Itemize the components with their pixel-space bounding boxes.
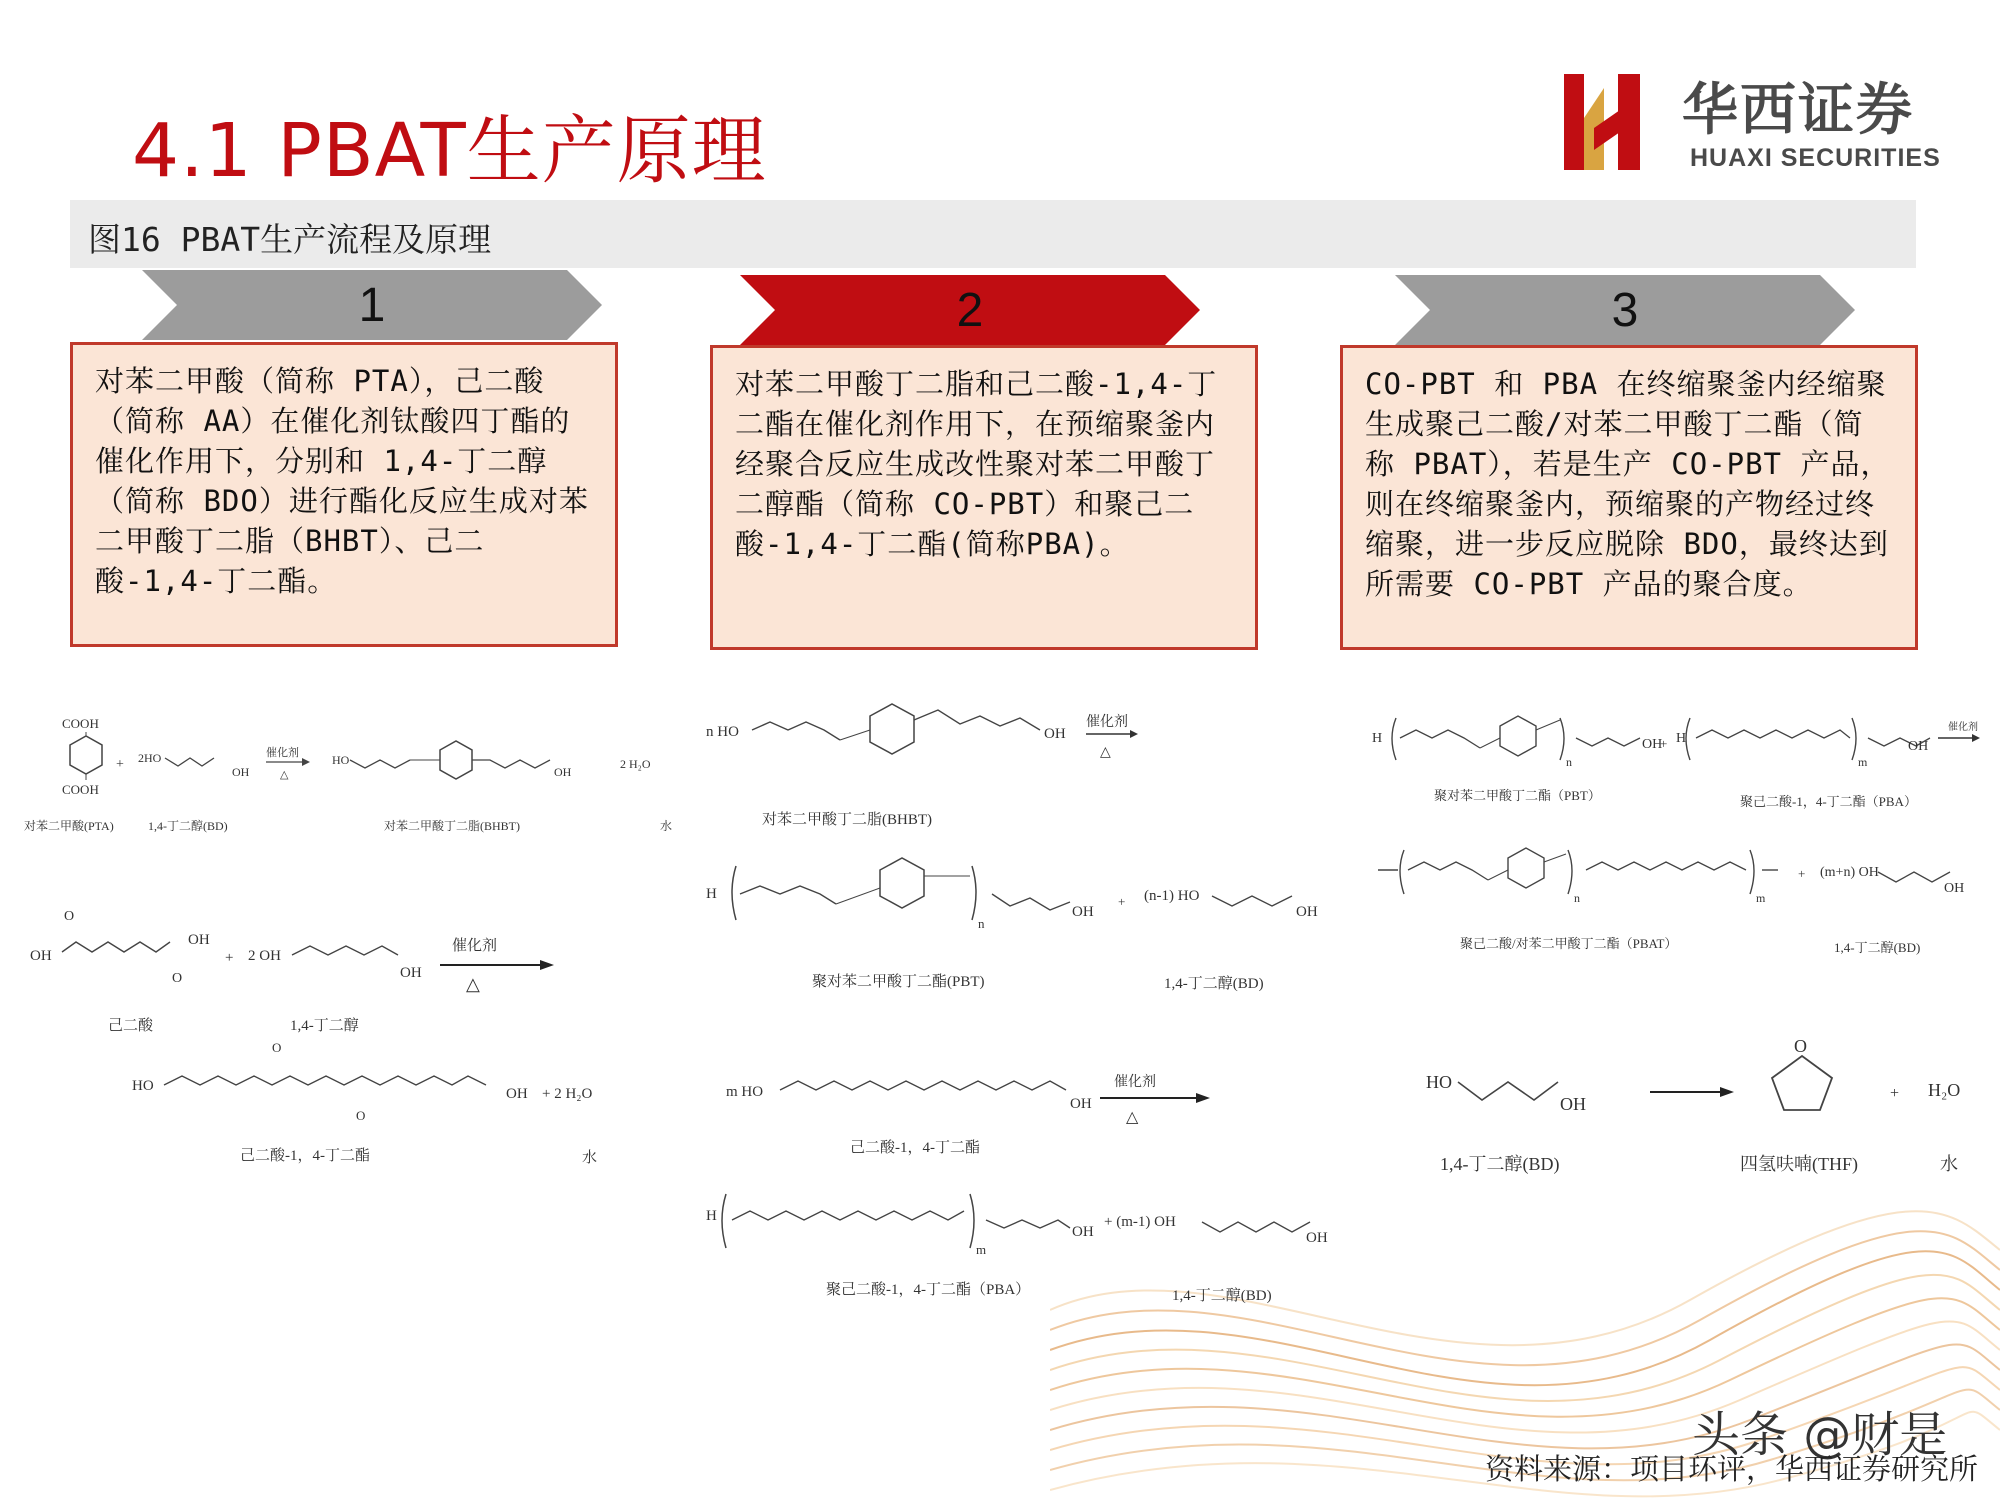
r5-n: n: [1566, 755, 1572, 769]
r4-oh: OH: [1070, 1096, 1092, 1112]
r2-o-left: O: [64, 909, 75, 924]
r3-pbt-benzene-icon: [880, 858, 924, 908]
r2-oh: OH: [506, 1086, 528, 1102]
r5-pbt-benzene-icon: [1500, 716, 1536, 756]
r2-oh-left: OH: [30, 948, 52, 964]
r1-product-benzene-icon: [440, 741, 472, 779]
r5-bd-label: 1,4-丁二醇(BD): [1834, 940, 1921, 955]
r5-pba-h: H: [1676, 731, 1687, 746]
r3-benzene-icon: [870, 704, 914, 754]
step-2-number: 2: [956, 283, 984, 337]
r1-benzene-icon: [70, 736, 102, 774]
r5-pbat-benzene-icon: [1508, 848, 1544, 888]
reaction-4: [706, 1073, 1328, 1304]
r5-m: m: [1858, 755, 1868, 769]
r1-oh: OH: [232, 765, 250, 779]
r3-coef: n HO: [706, 724, 739, 740]
r6-ho: HO: [1426, 1072, 1452, 1092]
r5-plus-2: +: [1798, 866, 1806, 881]
r4-product-label: 聚己二酸-1，4-丁二酯（PBA）: [826, 1282, 1031, 1298]
r6-water: H₂O: [1928, 1080, 1961, 1100]
step-2-description: 对苯二甲酸丁二脂和己二酸-1,4-丁二酯在催化剂作用下，在预缩聚釜内经聚合反应生成改性聚对苯二甲酸丁二醇酯（简称 CO-PBT）和聚己二酸-1,4-丁二酯(简称PBA)。: [710, 345, 1258, 650]
r1-byproduct-label: 水: [660, 819, 673, 833]
r1-condition-top: 催化剂: [266, 747, 299, 759]
r4-coef: m HO: [726, 1084, 764, 1100]
step-3-arrow: [1395, 275, 1855, 345]
r6-plus: +: [1890, 1085, 1900, 1102]
r5-h: H: [1372, 731, 1383, 746]
step-2-arrow: [740, 275, 1200, 345]
r5-pba-oh: OH: [1908, 739, 1929, 754]
r2-o-right: O: [172, 971, 183, 986]
r1-water: 2 H₂O: [620, 757, 651, 771]
page-title: 4.1 PBAT生产原理: [132, 108, 767, 194]
r6-product-label: 四氢呋喃(THF): [1740, 1154, 1858, 1174]
svg-text:+: +: [1118, 894, 1126, 909]
r2-oh-bd: OH: [400, 965, 422, 981]
r1-product-label: 对苯二甲酸丁二脂(BHBT): [384, 819, 520, 833]
r3-pbt-oh: OH: [1072, 904, 1094, 920]
r1-coef-b: 2HO: [138, 751, 162, 765]
r1-condition-bottom: △: [280, 769, 289, 781]
step-3-description: CO-PBT 和 PBA 在终缩聚釜内经缩聚生成聚己二酸/对苯二甲酸丁二酯（简称 PBAT），若是生产 CO-PBT 产品，则在终缩聚釜内，预缩聚的产物经过终缩聚，进一步反应脱除 BDO，最终达到所需要 CO-PBT 产品的聚合度。: [1340, 345, 1918, 650]
huaxi-logo-icon: [1560, 70, 1680, 180]
step-1-number: 1: [358, 278, 386, 332]
r2-condition-bottom: △: [466, 974, 480, 994]
r2-o-top: O: [272, 1040, 282, 1055]
r4-condition-top: 催化剂: [1114, 1075, 1156, 1090]
watermark: 头条 @财是: [1692, 1407, 1948, 1463]
r4-m: m: [976, 1242, 987, 1257]
company-logo: [1560, 64, 1960, 184]
r2-product-label: 己二酸-1，4-丁二酯: [240, 1148, 370, 1164]
r2-reactant-a-label: 己二酸: [108, 1018, 154, 1034]
step-1-description: 对苯二甲酸（简称 PTA），己二酸（简称 AA）在催化剂钛酸四丁酯的催化作用下，分别和 1,4-丁二醇（简称 BDO）进行酯化反应生成对苯二甲酸丁二脂（BHBT）、己二酸-1,4-丁二酯。: [70, 342, 618, 647]
figure-caption-bar: [70, 200, 1916, 268]
r2-o-bottom: O: [356, 1108, 366, 1123]
r3-h: H: [706, 886, 717, 902]
r5-pbat-label: 聚己二酸/对苯二甲酸丁二酯（PBAT）: [1460, 936, 1678, 951]
reaction-6: [1426, 1036, 1960, 1175]
r3-byproduct-label: 1,4-丁二醇(BD): [1164, 976, 1264, 992]
r2-coef-b: 2 OH: [248, 948, 281, 964]
r3-bd-oh: OH: [1296, 904, 1318, 920]
r4-byproduct-label: 1,4-丁二醇(BD): [1172, 1288, 1272, 1304]
r5-coef-bd: (m+n) OH: [1820, 865, 1879, 880]
r3-condition-bottom: △: [1100, 745, 1111, 760]
r3-n: n: [978, 916, 985, 931]
r5-pbt-label: 聚对苯二甲酸丁二酯（PBT）: [1434, 788, 1601, 803]
r3-reactant-label: 对苯二甲酸丁二脂(BHBT): [762, 812, 932, 828]
svg-text:+: +: [225, 950, 234, 966]
r3-oh: OH: [1044, 726, 1066, 742]
logo-name-en: HUAXI SECURITIES: [1690, 144, 1941, 172]
step-1-arrow: [142, 270, 602, 340]
r4-bd-oh: OH: [1306, 1230, 1328, 1246]
r5-condition: 催化剂: [1948, 722, 1978, 733]
r6-reactant-label: 1,4-丁二醇(BD): [1440, 1154, 1560, 1174]
r2-condition-top: 催化剂: [452, 938, 498, 954]
r6-thf-ring-icon: [1772, 1056, 1832, 1110]
r4-condition-bottom: △: [1126, 1109, 1139, 1126]
r4-coef-bd: + (m-1) OH: [1104, 1214, 1176, 1230]
r5-pbat-m: m: [1756, 891, 1766, 905]
r1-reactant-a-label: 对苯二甲酸(PTA): [24, 819, 114, 833]
logo-name-cn: 华西证券: [1682, 77, 1914, 143]
r5-plus-1: +: [1660, 736, 1668, 751]
r5-pba-label: 聚己二酸-1，4-丁二酯（PBA）: [1740, 794, 1917, 809]
r2-water: + 2 H₂O: [542, 1086, 593, 1102]
r4-reactant-label: 己二酸-1，4-丁二酯: [850, 1140, 980, 1156]
r2-reactant-b-label: 1,4-丁二醇: [290, 1018, 359, 1034]
r4-h: H: [706, 1208, 717, 1224]
r1-ho: HO: [332, 753, 350, 767]
r1-cooh-bottom: COOH: [62, 782, 99, 797]
figure-caption: 图16 PBAT生产流程及原理: [88, 220, 492, 259]
r1-reactant-b-label: 1,4-丁二醇(BD): [148, 819, 228, 833]
reaction-schemes: [20, 680, 1980, 1320]
r1-cooh-top: COOH: [62, 716, 99, 731]
r4-pba-oh: OH: [1072, 1224, 1094, 1240]
reaction-2: [30, 909, 597, 1166]
r5-pbat-n: n: [1574, 891, 1580, 905]
r2-byproduct-label: 水: [582, 1150, 598, 1166]
reaction-1: [24, 716, 672, 833]
svg-text:+: +: [116, 757, 124, 772]
r6-byproduct-label: 水: [1940, 1154, 1958, 1174]
reaction-5: [1372, 716, 1980, 955]
r5-pbt-oh: OH: [1642, 737, 1663, 752]
step-3-number: 3: [1611, 283, 1639, 337]
r6-ring-o: O: [1794, 1036, 1807, 1056]
r5-bd-oh: OH: [1944, 881, 1965, 896]
r3-coef-bd: (n-1) HO: [1144, 888, 1200, 904]
r6-oh: OH: [1560, 1094, 1586, 1114]
reaction-3: [706, 704, 1318, 992]
r2-ho: HO: [132, 1078, 154, 1094]
r1-product-oh: OH: [554, 765, 572, 779]
r3-condition-top: 催化剂: [1086, 715, 1128, 730]
r3-product-label: 聚对苯二甲酸丁二酯(PBT): [812, 974, 985, 990]
source-note: 资料来源：项目环评，华西证券研究所: [1484, 1452, 1978, 1486]
r2-oh-right: OH: [188, 932, 210, 948]
